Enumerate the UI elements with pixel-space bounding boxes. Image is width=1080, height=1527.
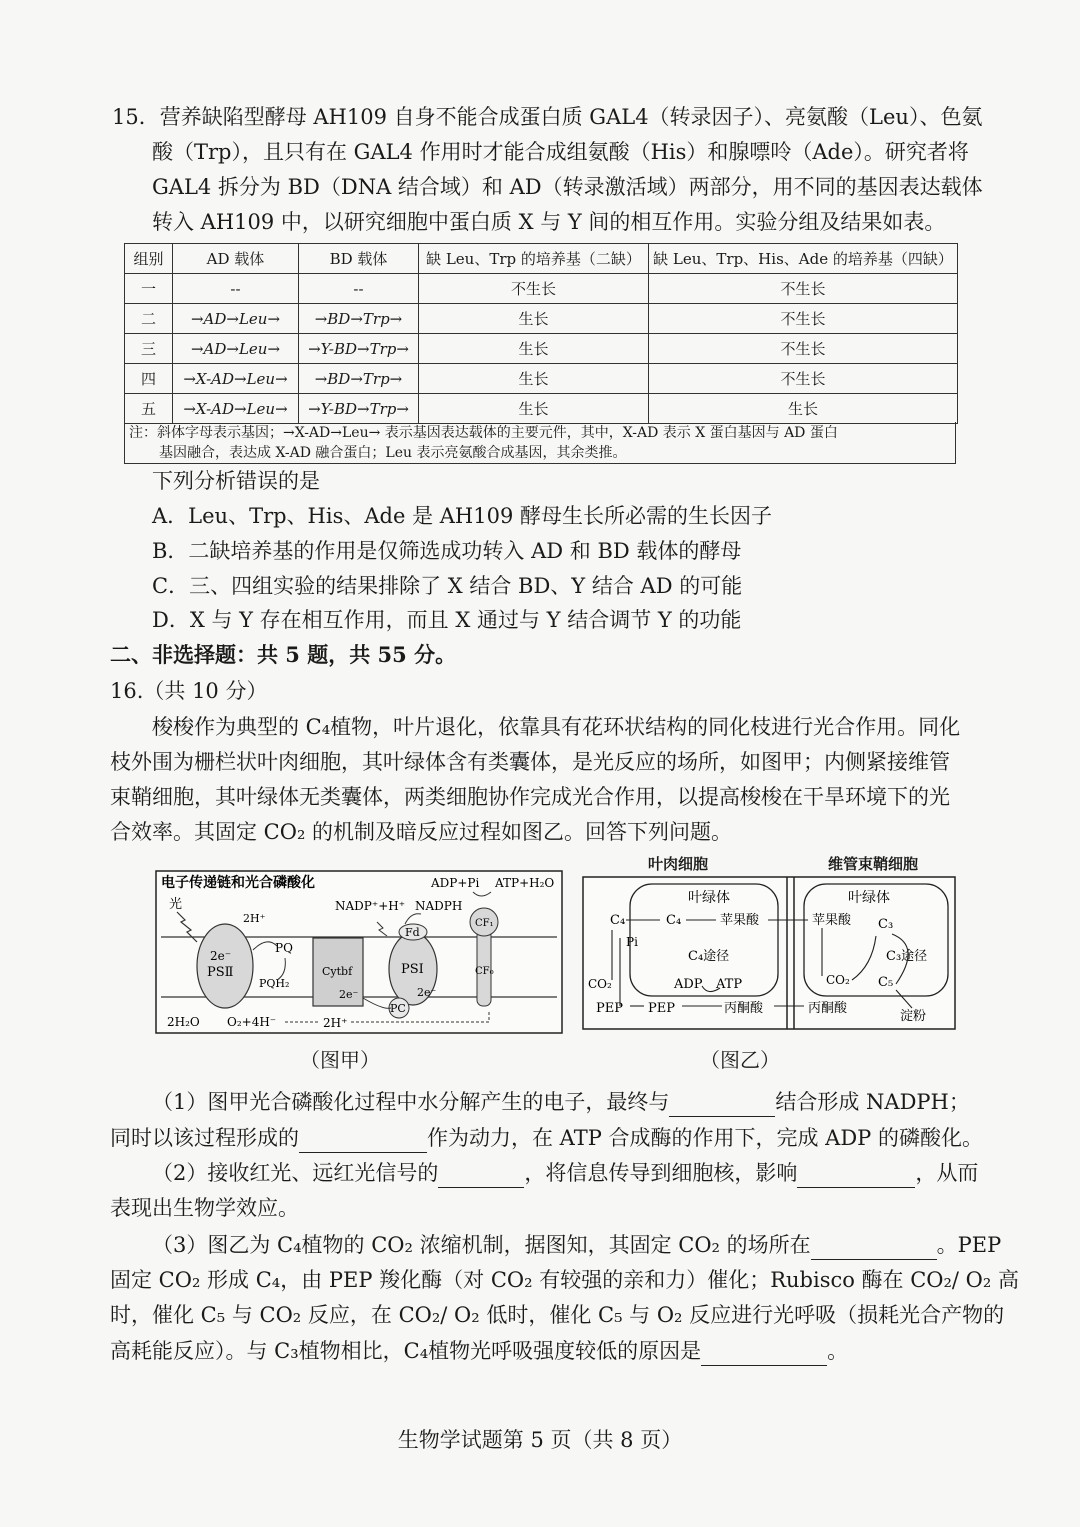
pep-label-1: PEP [596, 1001, 623, 1016]
table-row [125, 364, 958, 394]
q16-sub3-line2: 固定 CO₂ 形成 C₄，由 PEP 羧化酶（对 CO₂ 有较强的亲和力）催化；Rubisco 酶在 CO₂/ O₂ 高 [110, 1268, 1019, 1292]
nadp-label: NADP⁺+H⁺ [335, 899, 406, 913]
table-cell: →AD→Leu→ [173, 334, 299, 364]
chloroplast-label-2: 叶绿体 [848, 890, 890, 906]
co2-label-b: CO₂ [826, 973, 850, 987]
table-cell: 不生长 [649, 364, 958, 394]
table-row [125, 304, 958, 334]
table-note-line-2: 基因融合，表达成 X-AD 融合蛋白；Leu 表示亮氨酸合成基因，其余类推。 [159, 445, 627, 461]
cf0-label: CF₀ [475, 966, 494, 977]
table-cell: →AD→Leu→ [173, 304, 299, 334]
table-cell: 生长 [419, 304, 649, 334]
table-header: 缺 Leu、Trp、His、Ade 的培养基（四缺） [649, 244, 958, 274]
cf1-label: CF₁ [475, 918, 494, 929]
q16-sub2-line2: 表现出生物学效应。 [110, 1196, 299, 1220]
table-cell: 生长 [649, 394, 958, 424]
table-cell: →X-AD→Leu→ [173, 364, 299, 394]
q16-heading: 16.（共 10 分） [110, 679, 268, 703]
ps2-e-label: 2e⁻ [210, 949, 232, 963]
q16-sub2-text-b: ，将信息传导到细胞核，影响 [524, 1161, 798, 1185]
c4-pathway-label: C₄途径 [688, 949, 730, 964]
q15-line-4: 转入 AH109 中，以研究细胞中蛋白质 X 与 Y 间的相互作用。实验分组及结果如表。 [152, 210, 946, 234]
q16-sub3-text-f: 。 [827, 1339, 849, 1363]
table-note-line-1: 注：斜体字母表示基因；→X-AD→Leu→ 表示基因表达载体的主要元件，其中，X-AD 表示 X 蛋白基因与 AD 蛋白 [129, 425, 838, 441]
malic-acid-label-2: 苹果酸 [812, 913, 852, 928]
answer-blank-6[interactable] [701, 1343, 827, 1366]
atp-label: ATP [716, 977, 743, 992]
pep-label-2: PEP [648, 1001, 675, 1016]
cytbf-label: Cytbf [322, 965, 353, 978]
mesophyll-cell-label: 叶肉细胞 [648, 855, 709, 873]
table-cell: →X-AD→Leu→ [173, 394, 299, 424]
ps2-label: PSⅡ [207, 965, 234, 980]
q15-line-3: GAL4 拆分为 BD（DNA 结合域）和 AD（转录激活域）两部分，用不同的基因表达载体 [152, 175, 983, 199]
nadph-label: NADPH [415, 899, 463, 913]
atp-h2o-label: ATP+H₂O [495, 876, 555, 890]
bundle-sheath-cell-label: 维管束鞘细胞 [828, 855, 919, 873]
c5-label: C₅ [878, 975, 894, 990]
pyruvate-label-1: 丙酮酸 [724, 1001, 764, 1016]
table-cell: 生长 [419, 394, 649, 424]
table-cell: -- [173, 274, 299, 304]
table-cell: 一 [125, 274, 173, 304]
o2-label: O₂+4H⁻ [227, 1015, 277, 1029]
table-cell: →Y-BD→Trp→ [299, 394, 419, 424]
cytbf-e-label: 2e⁻ [339, 988, 359, 1001]
figure-a-caption: （图甲） [300, 1048, 380, 1072]
q16-sub1-text-b: 结合形成 NADPH； [775, 1090, 970, 1114]
q16-intro-2: 枝外围为栅栏状叶肉细胞，其叶绿体含有类囊体，是光反应的场所，如图甲；内侧紧接维管 [110, 750, 950, 774]
table-cell: 不生长 [649, 274, 958, 304]
q16-intro-4: 合效率。其固定 CO₂ 的机制及暗反应过程如图乙。回答下列问题。 [110, 820, 733, 844]
table-header: BD 载体 [299, 244, 419, 274]
q16-sub3-text-b: 。PEP [936, 1233, 1002, 1257]
q16-intro-3: 束鞘细胞，其叶绿体无类囊体，两类细胞协作完成光合作用，以提高梭梭在干旱环境下的光 [110, 785, 950, 809]
table-row [125, 274, 958, 304]
table-cell: 二 [125, 304, 173, 334]
q16-sub1-text-c: 同时以该过程形成的 [110, 1126, 299, 1150]
q16-sub1-line2 [110, 1123, 983, 1153]
q15-line-1: 15．营养缺陷型酵母 AH109 自身不能合成蛋白质 GAL4（转录因子）、亮氨酸（Leu）、色氨 [112, 105, 983, 129]
c3-label: C₃ [878, 917, 894, 932]
answer-blank-2[interactable] [299, 1130, 427, 1153]
fd-label: Fd [405, 926, 420, 939]
table-cell: →BD→Trp→ [299, 364, 419, 394]
c3-pathway-label: C₃途径 [886, 949, 928, 964]
pyruvate-label-2: 丙酮酸 [808, 1001, 848, 1016]
q16-intro-1: 梭梭作为典型的 C₄植物，叶片退化，依靠具有花环状结构的同化枝进行光合作用。同化 [152, 715, 961, 739]
ps1-label: PSⅠ [401, 962, 424, 977]
h-plus-bottom-label: 2H⁺ [323, 1016, 348, 1030]
figure-b-c4-pathway [582, 876, 958, 1032]
h2o-label: 2H₂O [167, 1015, 200, 1029]
chloroplast-label-1: 叶绿体 [688, 890, 730, 906]
table-cell: 不生长 [649, 304, 958, 334]
q16-sub3-text-e: 高耗能反应）。与 C₃植物相比，C₄植物光呼吸强度较低的原因是 [110, 1339, 702, 1363]
answer-blank-1[interactable] [669, 1094, 775, 1117]
table-header: 缺 Leu、Trp 的培养基（二缺） [419, 244, 649, 274]
figure-a-electron-transport [155, 870, 565, 1036]
table-cell: 不生长 [649, 334, 958, 364]
pqh2-label: PQH₂ [259, 977, 290, 990]
q16-sub2-line1 [152, 1158, 978, 1188]
table-header: AD 载体 [173, 244, 299, 274]
table-cell: 四 [125, 364, 173, 394]
q16-sub3-line4 [110, 1336, 848, 1366]
q16-sub3-text-a: （3）图乙为 C₄植物的 CO₂ 浓缩机制，据图知，其固定 CO₂ 的场所在 [152, 1233, 811, 1257]
table-cell: 生长 [419, 334, 649, 364]
answer-blank-5[interactable] [811, 1237, 937, 1260]
table-cell: -- [299, 274, 419, 304]
q15-option-b: B．二缺培养基的作用是仅筛选成功转入 AD 和 BD 载体的酵母 [152, 539, 742, 563]
table-cell: →BD→Trp→ [299, 304, 419, 334]
adp-pi-label: ADP+Pi [431, 876, 480, 890]
light-label: 光 [169, 897, 183, 912]
table-row [125, 334, 958, 364]
q15-option-a: A．Leu、Trp、His、Ade 是 AH109 酵母生长所必需的生长因子 [152, 504, 772, 528]
q16-sub2-text-c: ，从而 [915, 1161, 979, 1185]
pc-label: PC [390, 1002, 406, 1015]
table-cell: 三 [125, 334, 173, 364]
table-header: 组别 [125, 244, 173, 274]
answer-blank-4[interactable] [797, 1165, 915, 1188]
co2-label-a: CO₂ [588, 977, 612, 991]
figure-b-caption: （图乙） [700, 1048, 780, 1072]
malic-acid-label-1: 苹果酸 [720, 913, 760, 928]
table-note [124, 422, 956, 464]
table-cell: →Y-BD→Trp→ [299, 334, 419, 364]
pi-label: Pi [626, 935, 638, 949]
c4-label-b: C₄ [666, 913, 682, 928]
table-cell: 生长 [419, 364, 649, 394]
table-cell: 五 [125, 394, 173, 424]
q15-line-2: 酸（Trp），且只有在 GAL4 作用时才能合成组氨酸（His）和腺嘌呤（Ade）。研究者将 [152, 140, 969, 164]
q15-option-c: C．三、四组实验的结果排除了 X 结合 BD、Y 结合 AD 的可能 [152, 574, 743, 598]
table-row [125, 394, 958, 424]
ps1-e-label: 2e⁻ [417, 986, 437, 999]
q16-sub1-text-d: 作为动力，在 ATP 合成酶的作用下，完成 ADP 的磷酸化。 [427, 1126, 983, 1150]
q15-option-d: D．X 与 Y 存在相互作用，而且 X 通过与 Y 结合调节 Y 的功能 [152, 608, 742, 632]
c4-label-a: C₄ [610, 913, 626, 928]
q16-sub3-line3: 时，催化 C₅ 与 CO₂ 反应，在 CO₂/ O₂ 低时，催化 C₅ 与 O₂ 反应进行光呼吸（损耗光合产物的 [110, 1303, 1005, 1327]
answer-blank-3[interactable] [438, 1165, 524, 1188]
page-footer: 生物学试题第 5 页（共 8 页） [397, 1428, 683, 1452]
pq-label: PQ [275, 941, 293, 955]
adp-label: ADP [674, 977, 703, 992]
q16-sub1-line1 [152, 1087, 970, 1117]
starch-label: 淀粉 [900, 1009, 927, 1024]
section-heading: 二、非选择题：共 5 题，共 55 分。 [110, 642, 457, 667]
q16-sub3-line1 [152, 1230, 1001, 1260]
table-header-row [125, 244, 958, 274]
q15-stem: 下列分析错误的是 [152, 469, 320, 493]
table-cell: 不生长 [419, 274, 649, 304]
h-plus-top-label: 2H⁺ [243, 912, 266, 925]
q16-sub2-text-a: （2）接收红光、远红光信号的 [152, 1161, 439, 1185]
experiment-table [124, 243, 958, 424]
figure-a-title: 电子传递链和光合磷酸化 [161, 875, 315, 891]
q16-sub1-text-a: （1）图甲光合磷酸化过程中水分解产生的电子，最终与 [152, 1090, 670, 1114]
